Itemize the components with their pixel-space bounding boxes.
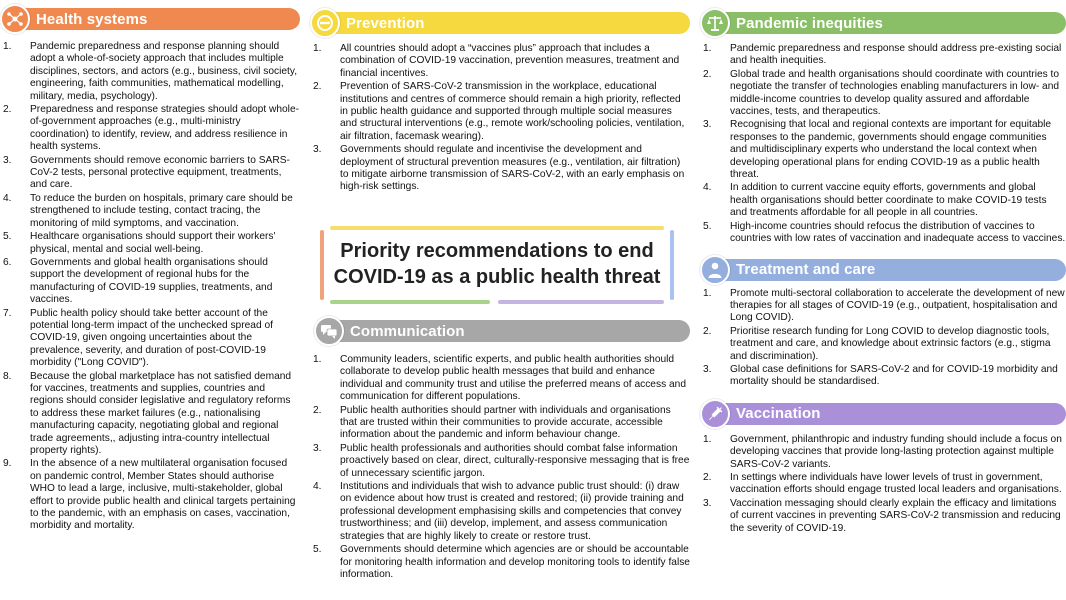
list-item: 5. High-income countries should refocus the distribution of vaccines to countries with low rates of vaccination and inadequate access to vaccines. — [703, 220, 1066, 245]
list-item: 2. Prevention of SARS-CoV-2 transmission in the workplace, educational institutions and centres of commerce should remain a high priority, reflected in public health guidance and supported through multiple social measures and structural interventions (e.g., remote work/schooling policies, ventilation, air filtration, facemask wearing). — [313, 81, 685, 142]
list-item: 3. Global case definitions for SARS-CoV-2 and for COVID-19 morbidity and mortality should be standardised. — [703, 363, 1058, 388]
prevention-header — [310, 12, 690, 34]
list-item: 1. Pandemic preparedness and response planning should adopt a whole-of-society approach that includes multiple disciplines, sectors, and actors (e.g., business, civil society, engineering, faith communities, mathematical modelling, military, media, psychology). — [3, 41, 298, 102]
list-item: 2. In settings where individuals have lower levels of trust in government, vaccination efforts should engage trusted local leaders and organisations. — [703, 471, 1062, 496]
list-item: 2. Preparedness and response strategies should adopt whole-of-government approaches (e.g., multi-ministry coordination) to identify, review, and address resilience in health systems. — [3, 104, 300, 153]
section-title: Communication — [350, 322, 465, 340]
banner-bar-bottom-green — [330, 300, 490, 304]
list-item: 1. Government, philanthropic and industry funding should include a focus on developing vaccines that provide long-lasting protection against multiple SARS-CoV-2 variants. — [703, 433, 1062, 470]
list-item: 3. Vaccination messaging should clearly explain the efficacy and limitations of current vaccines in preventing SARS-CoV-2 transmission and reducing the severity of COVID-19. — [703, 497, 1061, 534]
list-item: 2. Public health authorities should partner with individuals and organisations that are trusted within their communities to provide accurate, accessible information about the pandemic and inform behaviour change. — [313, 404, 671, 441]
list-item: 5. Healthcare organisations should support their workers' physical, mental and social well-being. — [3, 231, 276, 255]
network-icon — [0, 4, 30, 34]
banner-title: Priority recommendations to end COVID-19 as a public health threat — [333, 240, 661, 288]
list-item: 1. Community leaders, scientific experts, and public health authorities should collaborate to develop public health messages that build and enhance individual and community trust and utilise the preferred means of access and communication for different populations. — [313, 354, 686, 403]
section-title: Treatment and care — [736, 261, 876, 278]
health-systems-section — [0, 0, 300, 534]
no-entry-icon — [310, 8, 340, 38]
scales-icon — [700, 8, 730, 38]
communication-section — [310, 320, 690, 582]
prevention-list — [310, 43, 690, 194]
communication-header — [314, 320, 690, 342]
list-item: 4. In addition to current vaccine equity efforts, governments and global health organisations should better coordinate to make COVID-19 tests and treatments affordable for all people in all countries. — [703, 182, 1047, 219]
list-item: 3. Public health professionals and authorities should combat false information proactively based on clear, direct, culturally-responsive messaging that is free of unnecessary scientific jargon. — [313, 442, 690, 479]
list-item: 1. Promote multi-sectoral collaboration to accelerate the development of new therapies for all stages of COVID-19 (e.g., outpatient, hospitalisation and Long COVID). — [703, 287, 1065, 324]
section-title: Vaccination — [736, 405, 821, 423]
health-systems-list — [0, 41, 300, 533]
list-item: 4. To reduce the burden on hospitals, primary care should be strengthened to include testing, contact tracing, the monitoring of mild symptoms, and vaccination. — [3, 192, 293, 229]
speech-bubbles-icon — [314, 316, 344, 346]
vaccination-header — [700, 403, 1066, 425]
list-item: 1. Pandemic preparedness and response should address pre-existing social and health inequities. — [703, 43, 1062, 67]
treatment-care-list — [700, 288, 1066, 389]
treatment-care-header — [700, 259, 1066, 281]
list-item: 8. Because the global marketplace has not satisfied demand for vaccines, treatments and supplies, countries and regions should consider legislative and regulatory reforms to address these market failures (e.g., nationalising manufacturing capacity, negotiating global and regional trade agreements,, adjusting intra-country intellectual property rights). — [3, 370, 292, 456]
list-item: 3. Governments should remove economic barriers to SARS-CoV-2 tests, personal protective equipment, treatments, and care. — [3, 154, 290, 191]
prevention-section — [310, 0, 690, 195]
person-icon — [700, 255, 730, 285]
list-item: 1. All countries should adopt a “vaccines plus” approach that includes a combination of COVID-19 vaccination, prevention measures, treatment and financial incentives. — [313, 43, 680, 79]
banner-bar-bottom-purple — [498, 300, 664, 304]
syringe-icon — [700, 399, 730, 429]
list-item: 7. Public health policy should take better account of the potential long-term impact of the unchecked spread of COVID-19, given ongoing uncertainties about the prevalence, severity, and duration of post-COVID-19 morbidity ("Long COVID"). — [3, 307, 273, 369]
list-item: 6. Governments and global health organisations should support the development of regional hubs for the manufacturing of COVID-19 supplies, treatments, and vaccines. — [3, 256, 273, 306]
list-item: 3. Recognising that local and regional contexts are important for equitable responses to the pandemic, governments should engage communities and multidisciplinary experts who understand the local context when developing operational plans for ending COVID-19 as a public health threat. — [703, 119, 1052, 181]
list-item: 2. Global trade and health organisations should coordinate with countries to negotiate the transfer of technologies enabling manufacturers in low- and middle-income countries to develop quality assured and affordable vaccines, tests, and therapeutics. — [703, 68, 1060, 118]
pandemic-inequities-section — [700, 0, 1066, 536]
list-item: 2. Prioritise research funding for Long COVID to develop diagnostic tools, treatment and care, and knowledge about extrinsic factors (e.g., stigma and discrimination). — [703, 325, 1051, 362]
list-item: 9. In the absence of a new multilateral organisation focused on pandemic control, Member States should authorise WHO to lead a large, inclusive, multi-stakeholder, global effort to provide public health and clinical targets pertaining to the pandemic, with an emphasis on cases, vaccination, morbidity and mortality. — [3, 458, 296, 532]
section-title: Health systems — [36, 10, 148, 28]
banner-bar-left — [320, 230, 324, 300]
vaccination-list — [700, 434, 1066, 535]
banner-bar-right — [670, 230, 674, 300]
pandemic-inequities-list — [700, 43, 1066, 246]
section-title: Pandemic inequities — [736, 14, 883, 32]
list-item: 3. Governments should regulate and incentivise the development and deployment of structural prevention measures (e.g., ventilation, air filtration) to mitigate airborne transmission of SARS-CoV-2, with an early emphasis on high-risk settings. — [313, 144, 685, 193]
priority-banner — [320, 226, 674, 304]
pandemic-inequities-header — [700, 12, 1066, 34]
list-item: 4. Institutions and individuals that wish to advance public trust should: (i) draw on evidence about how trust is created and restored; (ii) provide training and professional development emphasising skills and competencies that convey trustworthiness; and (iii) develop, implement, and assess communication strategies that are highly likely to create or restore trust. — [313, 481, 684, 542]
list-item: 5. Governments should determine which agencies are or should be accountable for monitoring health information and develop monitoring tools to identify false information. — [313, 544, 690, 580]
banner-bar-top — [330, 226, 664, 230]
section-title: Prevention — [346, 14, 425, 32]
communication-list — [310, 354, 690, 581]
health-systems-header — [0, 8, 300, 30]
